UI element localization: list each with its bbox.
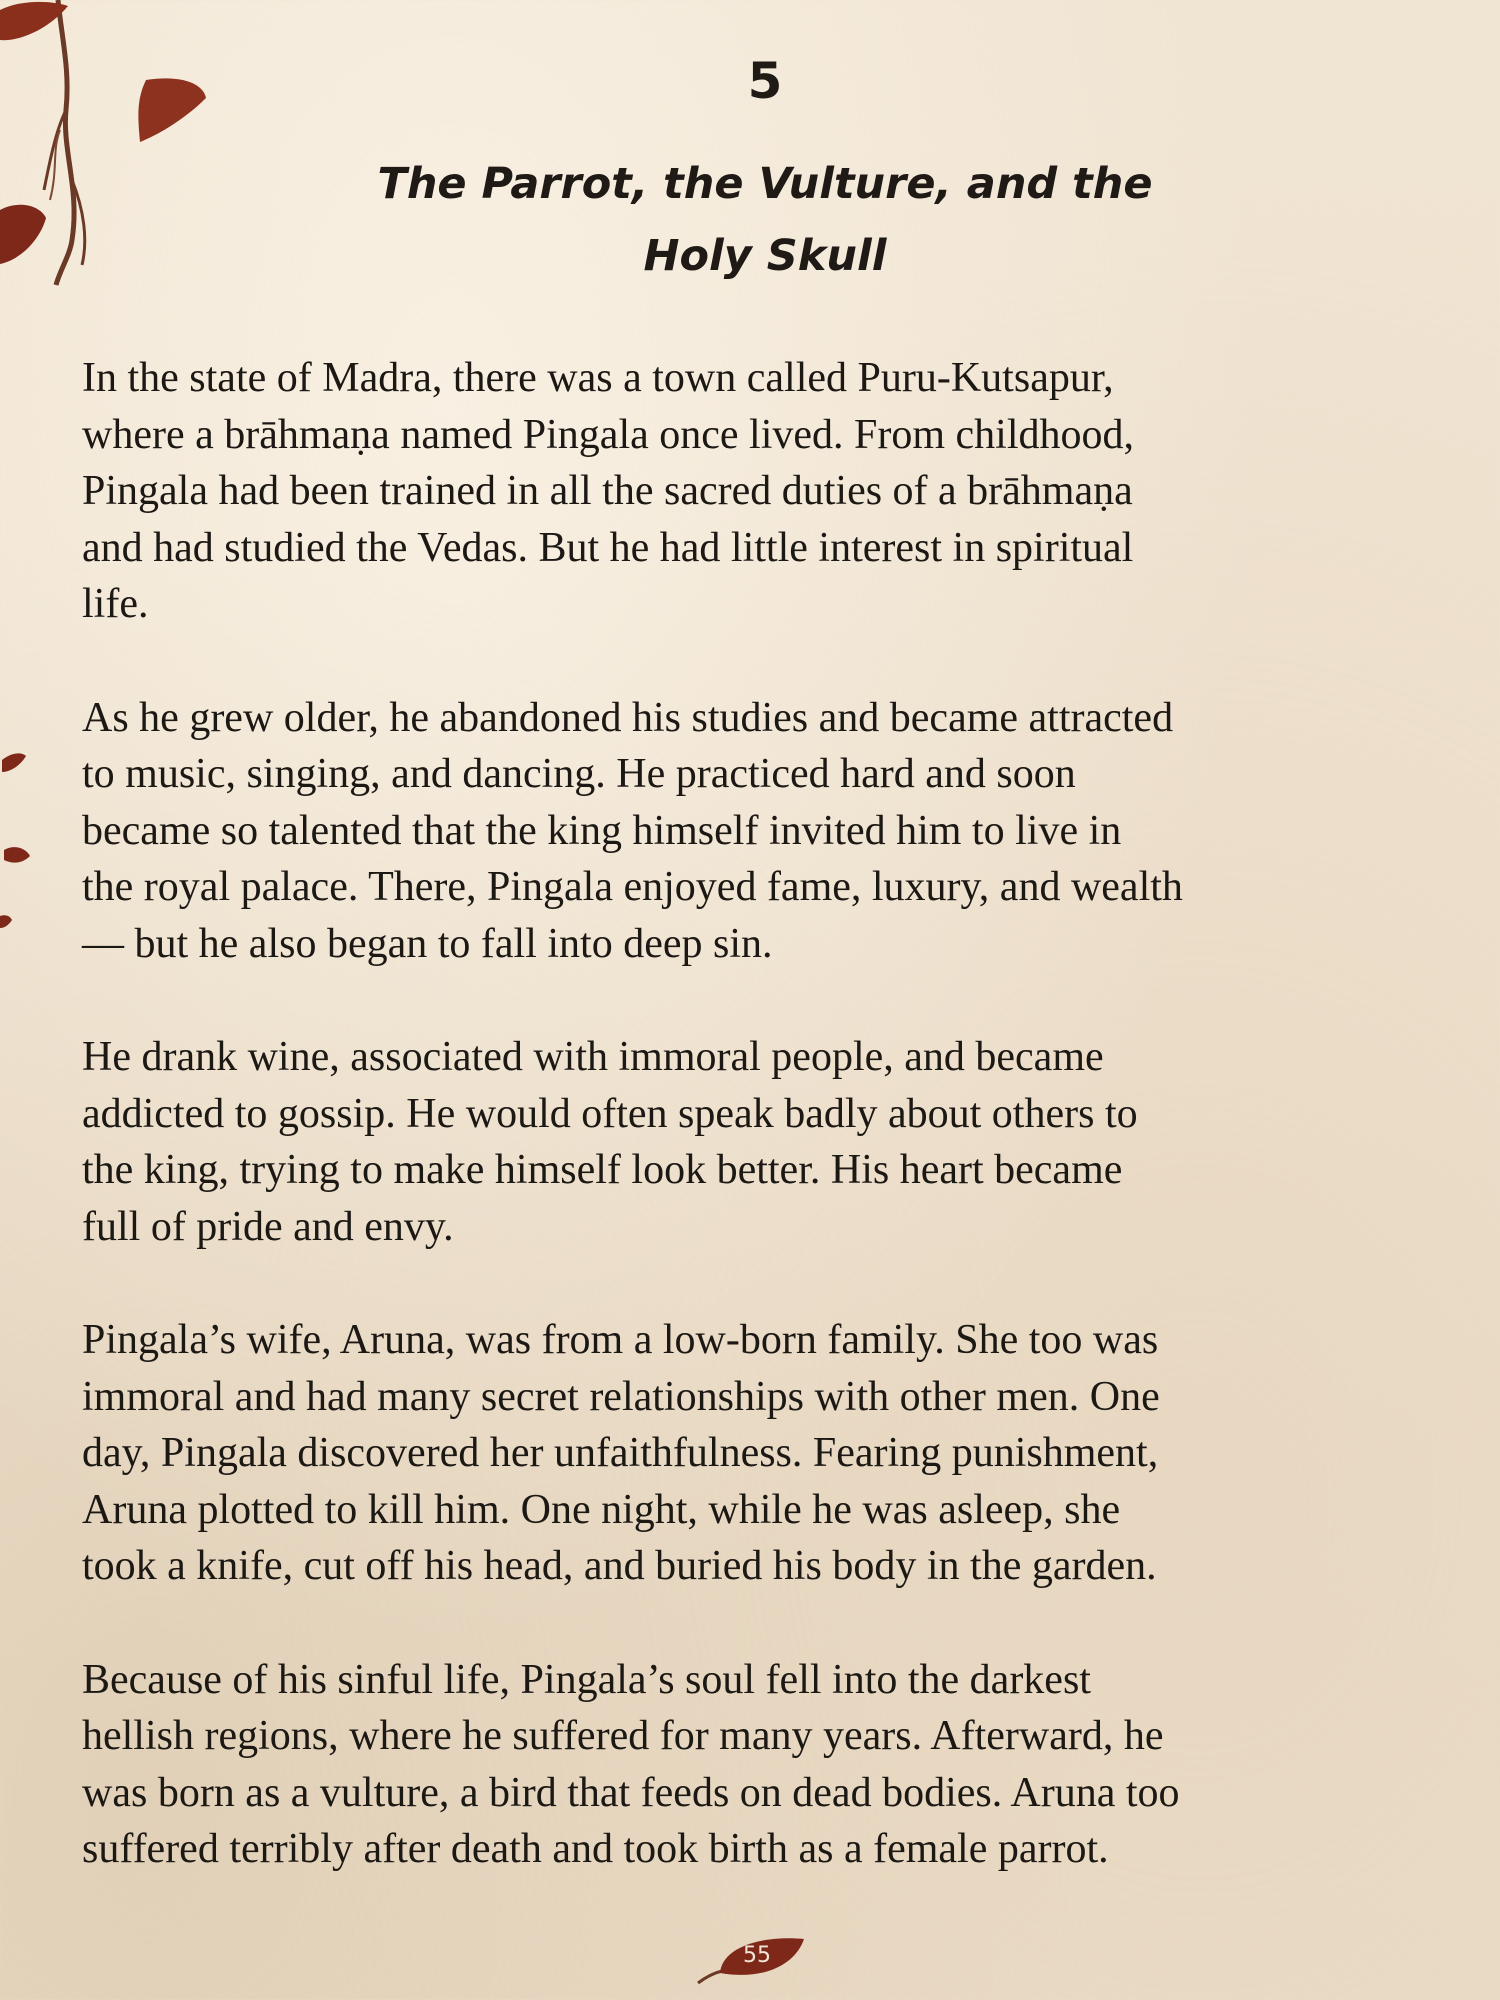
chapter-title-line: Holy Skull xyxy=(643,231,887,281)
text-line: suffered terribly after death and took birth as a female parrot. xyxy=(82,1826,1109,1872)
text-line: addicted to gossip. He would often speak badly about others to xyxy=(82,1090,1138,1137)
text-line: full of pride and envy. xyxy=(82,1203,454,1250)
text-line: He drank wine, associated with immoral people, and became xyxy=(82,1034,1104,1080)
text-line: immoral and had many secret relationships with other men. One xyxy=(82,1373,1160,1420)
text-line: Pingala’s wife, Aruna, was from a low-born family. She too was xyxy=(82,1317,1159,1363)
text-line: day, Pingala discovered her unfaithfulness. Fearing punishment, xyxy=(82,1430,1159,1476)
text-line: was born as a vulture, a bird that feeds on dead bodies. Aruna too xyxy=(82,1769,1180,1816)
chapter-number: 5 xyxy=(747,52,783,110)
text-line: life. xyxy=(82,581,149,627)
text-line: took a knife, cut off his head, and buried his body in the garden. xyxy=(82,1543,1157,1589)
paragraph-3 xyxy=(82,1029,1482,1255)
vine-leaves-icon xyxy=(0,0,220,300)
chapter-title-line: The Parrot, the Vulture, and the xyxy=(377,159,1153,209)
text-line: Pingala had been trained in all the sacred duties of a brāhmaṇa xyxy=(82,468,1133,514)
text-line: — but he also began to fall into deep sin. xyxy=(82,920,773,967)
paragraph-1 xyxy=(82,350,1482,633)
text-line: hellish regions, where he suffered for many years. Afterward, he xyxy=(82,1713,1164,1759)
chapter-title xyxy=(300,148,1230,292)
text-line: the king, trying to make himself look better. His heart became xyxy=(82,1147,1123,1193)
paragraph-4 xyxy=(82,1312,1482,1595)
body-text xyxy=(82,350,1482,1935)
paragraph-2 xyxy=(82,690,1482,973)
text-line: where a brāhmaṇa named Pingala once lived. From childhood, xyxy=(82,411,1135,458)
text-line: Aruna plotted to kill him. One night, while he was asleep, she xyxy=(82,1486,1121,1533)
text-line: In the state of Madra, there was a town called Puru-Kutsapur, xyxy=(82,355,1114,401)
page-number: 55 xyxy=(743,1943,771,1968)
paragraph-5 xyxy=(82,1652,1482,1878)
text-line: the royal palace. There, Pingala enjoyed fame, luxury, and wealth xyxy=(82,864,1183,910)
margin-leaf-icon xyxy=(0,740,40,940)
text-line: Because of his sinful life, Pingala’s soul fell into the darkest xyxy=(82,1656,1091,1703)
text-line: became so talented that the king himself invited him to live in xyxy=(82,807,1122,854)
text-line: As he grew older, he abandoned his studies and became attracted xyxy=(82,694,1174,741)
text-line: to music, singing, and dancing. He practiced hard and soon xyxy=(82,751,1076,797)
text-line: and had studied the Vedas. But he had little interest in spiritual xyxy=(82,524,1134,571)
